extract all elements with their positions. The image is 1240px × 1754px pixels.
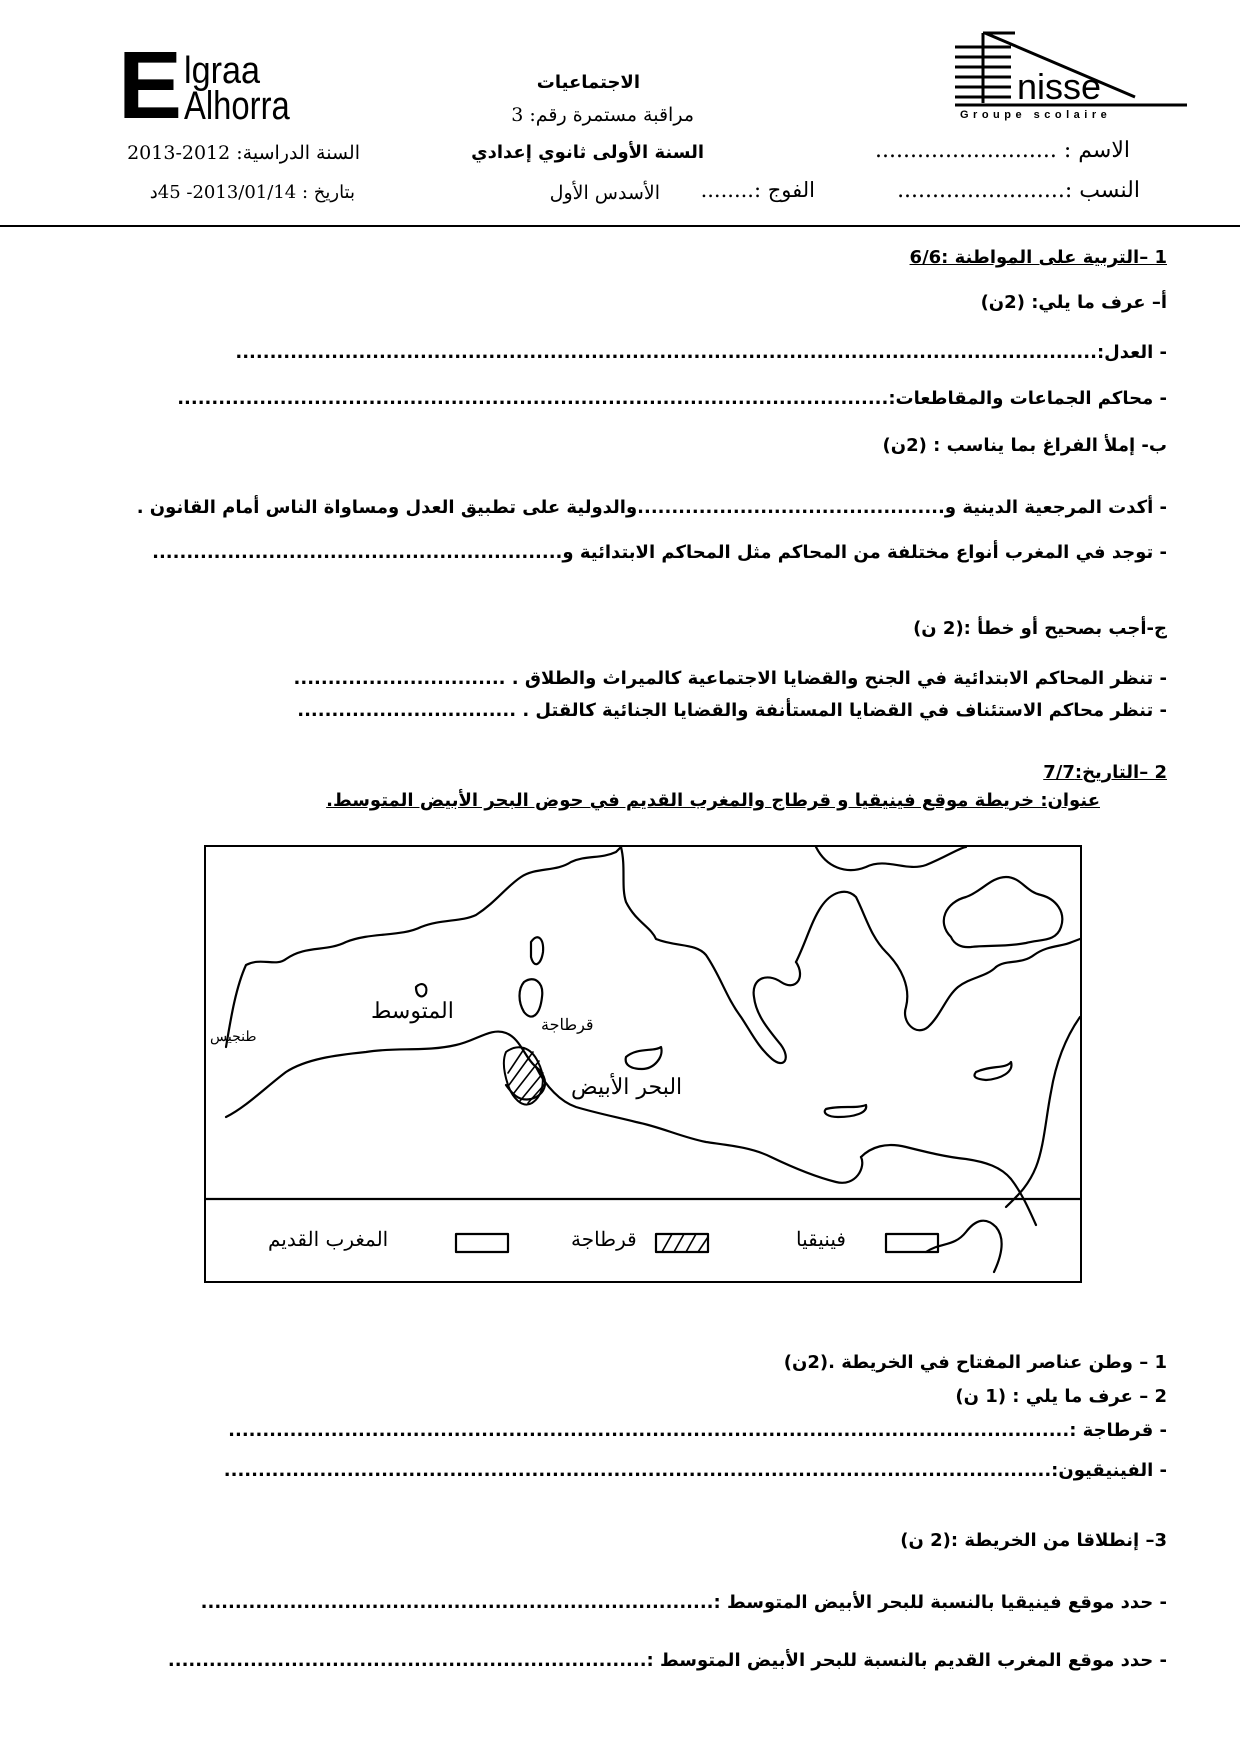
section1-title: 1 –التربية على المواطنة :6/6 [909,247,1167,268]
map-label-sea-west: المتوسط [371,999,454,1024]
map-question-3: 3– إنطلاقا من الخريطة :(2 ن) [900,1530,1167,1551]
russia-north [816,847,966,870]
school-logo-left [118,32,338,139]
school-year: السنة الدراسية: 2012-2013 [127,142,360,164]
header-divider [0,225,1240,227]
logo-big-letter: E [118,32,183,139]
map-title: عنوان: خريطة موقع فينيقيا و قرطاج والمغرب القديم في حوض البحر الأبيض المتوسط. [326,790,1100,811]
map-question-1: 1 – وطن عناصر المفتاح في الخريطة .(2ن) [783,1352,1167,1373]
question-c-title: ج-أجب بصحيح أو خطأ :(2 ن) [913,618,1167,639]
legend-label-morocco: المغرب القديم [268,1227,389,1251]
balkans-coast [796,892,996,1030]
section2-title: 2 –التاريخ:7/7 [1043,762,1167,783]
anatolia-coast [996,939,1080,967]
logo-line2: Alhorra [184,84,290,128]
subject-title: الاجتماعيات [536,72,640,93]
crete [825,1105,866,1117]
map-label-sea-east: البحر الأبيض [571,1075,683,1100]
school-logo-right [955,25,1190,125]
map-question-2: 2 – عرف ما يلي : (1 ن) [955,1386,1167,1407]
true-false-2[interactable]: - تنظر محاكم الاستئناف في القضايا المستأنفة والقضايا الجنائية كالقتل . ................................ [297,700,1167,721]
logo-line1: lgraa [184,50,261,92]
student-name-field[interactable]: الاسم : .......................... [875,138,1130,163]
france-italy-coast [621,847,800,1063]
locate-morocco[interactable]: - حدد موقع المغرب القديم بالنسبة للبحر الأبيض المتوسط :...................................................................... [167,1650,1167,1671]
class-level: السنة الأولى ثانوي إعدادي [471,142,704,163]
semester: الأسدس الأول [549,182,660,204]
levant-coast [1006,1017,1080,1207]
north-africa-coast [226,1032,545,1117]
map-figure [204,845,1082,1283]
definition-justice[interactable]: - العدل:.............................................................................................................................. [235,342,1167,363]
map-label-carthage: قرطاجة [541,1015,594,1034]
student-surname-field[interactable]: النسب :........................ [897,178,1140,203]
fill-blank-1[interactable]: - أكدت المرجعية الدينية و.............................................والدولية على تطبيق العدل ومساواة الناس أمام القانون . [136,497,1167,518]
definition-carthage[interactable]: - قرطاجة :........................................................................................................................... [228,1420,1167,1441]
map-label-tangier: طنجيس [210,1029,257,1045]
locate-phoenicia[interactable]: - حدد موقع فينيقيا بالنسبة للبحر الأبيض المتوسط :........................................................................... [200,1592,1167,1613]
logo-subtitle: Groupe scolaire [960,109,1112,121]
mediterranean-map [206,847,1080,1281]
definition-phoenicians[interactable]: - الفينيقيون:......................................................................................................................... [223,1460,1167,1481]
group-field[interactable]: الفوج :........ [700,178,815,202]
exam-date: بتاريخ : 2013/01/14- 45د [149,182,355,203]
black-sea [944,877,1063,947]
legend-label-phoenicia: فينيقيا [796,1227,846,1251]
sardinia [520,979,543,1016]
balearic [416,984,426,996]
definition-courts[interactable]: - محاكم الجماعات والمقاطعات:........................................................................................................ [177,388,1167,409]
logo-name: nisse [1017,66,1102,107]
question-b-title: ب- إملأ الفراغ بما يناسب : (2ن) [882,435,1167,456]
true-false-1[interactable]: - تنظر المحاكم الابتدائية في الجنح والقضايا الاجتماعية كالميراث والطلاق . ............................... [293,668,1167,689]
cyprus [974,1062,1011,1080]
sicily [626,1047,662,1069]
legend-label-carthage: قرطاجة [571,1227,637,1251]
fill-blank-2[interactable]: - توجد في المغرب أنواع مختلفة من المحاكم مثل المحاكم الابتدائية و............................................................ [152,542,1167,563]
corsica [531,937,543,964]
exam-number: مراقبة مستمرة رقم: 3 [511,104,694,126]
question-a-title: أ– عرف ما يلي: (2ن) [980,292,1167,313]
legend-box-morocco [456,1234,508,1252]
egypt-coast [861,1145,1036,1225]
